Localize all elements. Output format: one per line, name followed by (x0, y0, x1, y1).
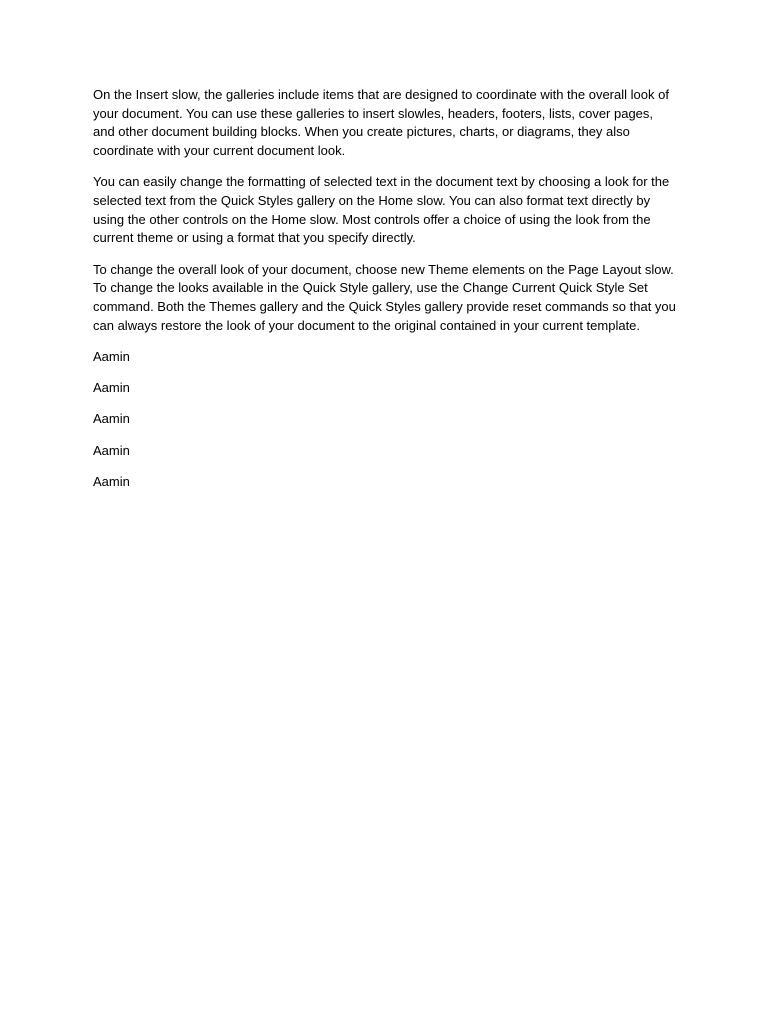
document-body (93, 86, 678, 504)
signature-line: Aamin (93, 473, 130, 489)
body-paragraph: To change the overall look of your document, choose new Theme elements on the Page Layout slow. To change the looks available in the Quick Style gallery, use the Change Current Quick Style Set command. Both the Themes gallery and the Quick Styles gallery provide reset commands so that you can always restore the look of your document to the original contained in your current template. (93, 261, 676, 333)
body-paragraph: You can easily change the formatting of selected text in the document text by choosing a look for the selected text from the Quick Styles gallery on the Home slow. You can also format text directly by using the other controls on the Home slow. Most controls offer a choice of using the look from the current theme or using a format that you specify directly. (93, 174, 670, 246)
signature-line: Aamin (93, 442, 130, 458)
body-paragraph: On the Insert slow, the galleries include items that are designed to coordinate with the overall look of your document. You can use these galleries to insert slowles, headers, footers, lists, cover pages, and other document building blocks. When you create pictures, charts, or diagrams, they also coordinate with your current document look. (93, 87, 669, 159)
signature-line: Aamin (93, 348, 130, 364)
signature-line: Aamin (93, 411, 130, 427)
signature-line: Aamin (93, 380, 130, 396)
